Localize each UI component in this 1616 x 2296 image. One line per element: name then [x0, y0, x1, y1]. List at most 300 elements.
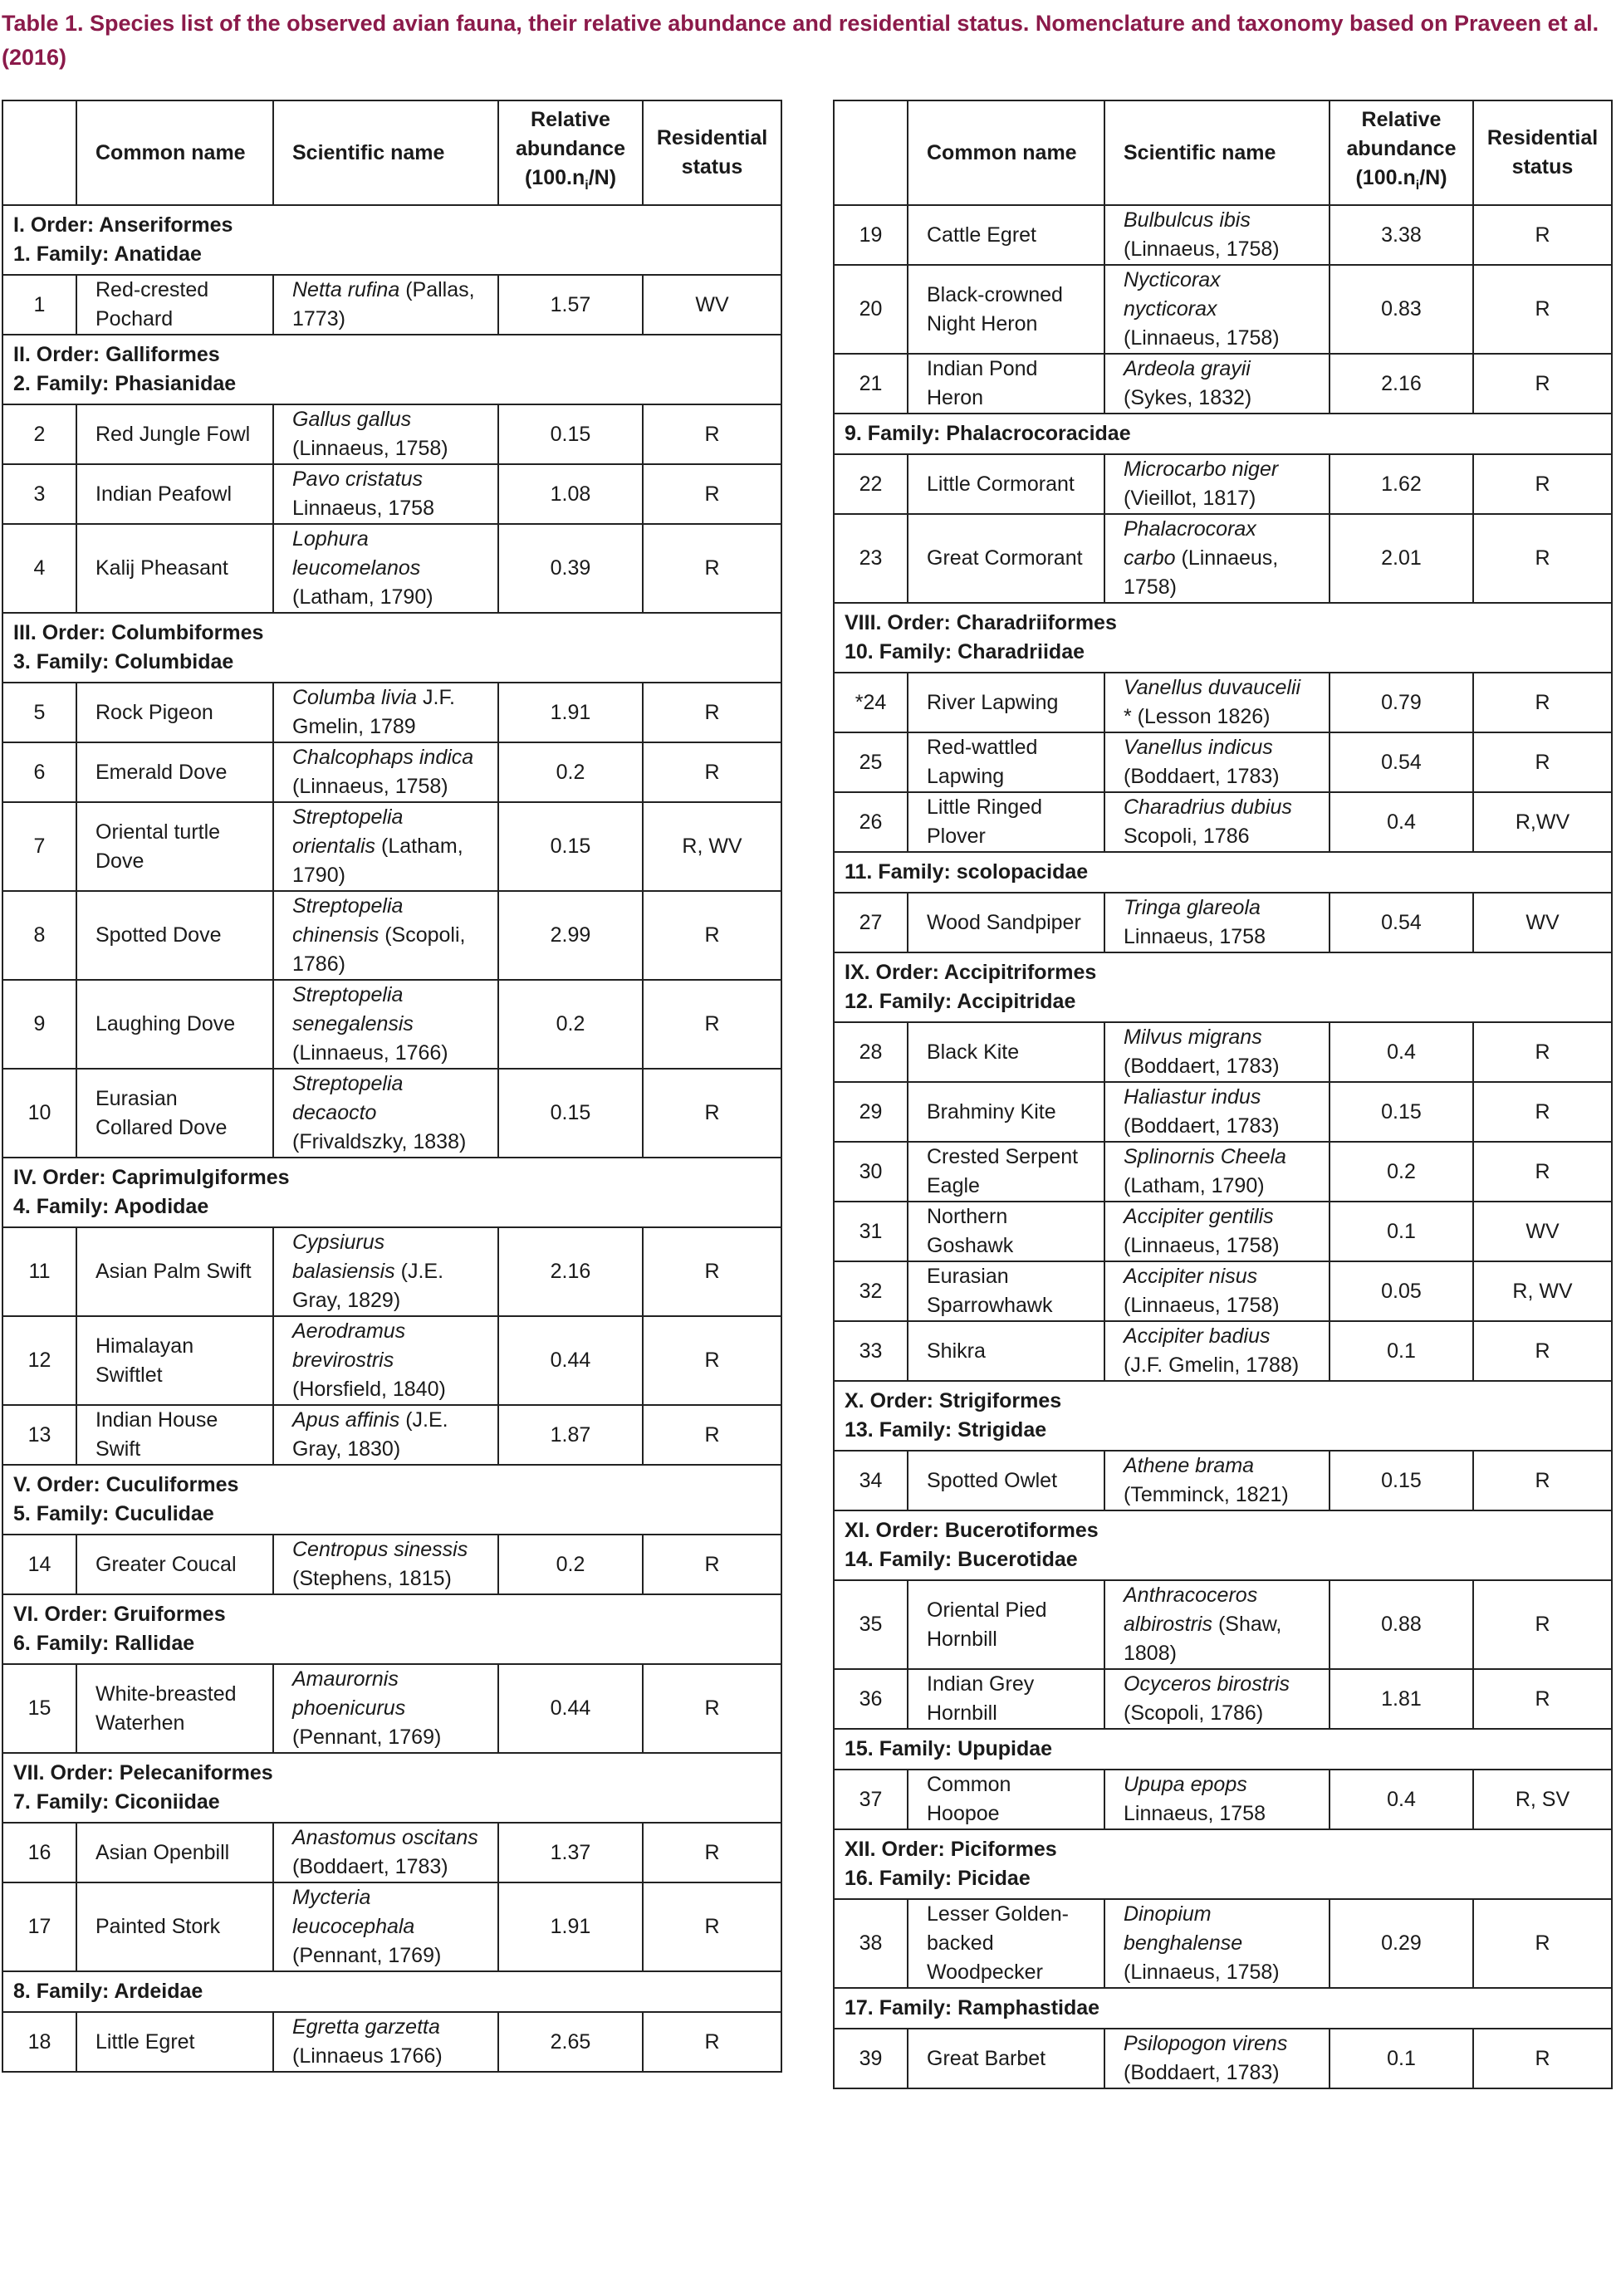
relative-abundance: 0.54 — [1330, 893, 1473, 952]
scientific-authority: (Linnaeus, 1758) — [1124, 1294, 1280, 1317]
species-row — [834, 732, 1612, 792]
species-number: 8 — [2, 891, 76, 980]
scientific-binomial: Tringa glareola — [1124, 896, 1261, 919]
taxon-group-row — [834, 952, 1612, 1022]
taxon-group-row — [2, 613, 781, 683]
relative-abundance: 0.15 — [1330, 1082, 1473, 1142]
taxon-group-row — [834, 1729, 1612, 1770]
residential-status: R — [1473, 1899, 1612, 1988]
common-name: Emerald Dove — [76, 742, 273, 802]
scientific-binomial: Microcarbo niger — [1124, 458, 1279, 481]
scientific-name — [273, 404, 498, 464]
scientific-authority: (Boddaert, 1783) — [1124, 765, 1280, 788]
species-row — [2, 1227, 781, 1316]
header-row — [834, 100, 1612, 205]
species-number: 11 — [2, 1227, 76, 1316]
residential-status: WV — [643, 275, 781, 335]
species-number: 20 — [834, 265, 908, 354]
scientific-name — [273, 524, 498, 613]
species-number: 28 — [834, 1022, 908, 1082]
taxon-group-heading — [834, 414, 1612, 454]
scientific-name — [273, 742, 498, 802]
table-caption: Table 1. Species list of the observed avian fauna, their relative abundance and residential status. Nomenclature and taxonomy based on Praveen et al. (2016) — [2, 11, 1599, 70]
scientific-authority: (Stephens, 1815) — [292, 1567, 452, 1590]
scientific-authority: (Linnaeus, 1758) — [292, 437, 448, 460]
scientific-name — [1104, 1580, 1330, 1669]
common-name: Red Jungle Fowl — [76, 404, 273, 464]
residential-status: R, WV — [1473, 1261, 1612, 1321]
taxon-group-row — [834, 1381, 1612, 1451]
relative-abundance: 1.57 — [498, 275, 643, 335]
taxon-group-row — [834, 1988, 1612, 2029]
taxon-group-heading — [834, 1381, 1612, 1451]
residential-status: WV — [1473, 1202, 1612, 1261]
residential-status: R — [643, 1823, 781, 1882]
header-common-name: Common name — [908, 100, 1104, 205]
species-row — [2, 1664, 781, 1753]
residential-status: R — [1473, 673, 1612, 732]
scientific-authority: (Sykes, 1832) — [1124, 386, 1252, 409]
common-name: Oriental Pied Hornbill — [908, 1580, 1104, 1669]
relative-abundance: 1.91 — [498, 683, 643, 742]
residential-status: R — [643, 742, 781, 802]
scientific-name — [1104, 1261, 1330, 1321]
species-number: 12 — [2, 1316, 76, 1405]
species-table-right — [833, 100, 1613, 2089]
residential-status: R — [1473, 265, 1612, 354]
scientific-authority: Linnaeus, 1758 — [1124, 925, 1266, 948]
scientific-binomial: Accipiter badius — [1124, 1324, 1271, 1348]
taxon-group-heading — [2, 205, 781, 275]
residential-status: R — [1473, 354, 1612, 414]
residential-status: R, SV — [1473, 1770, 1612, 1829]
common-name: Common Hoopoe — [908, 1770, 1104, 1829]
taxon-heading-line: XII. Order: Piciformes — [845, 1838, 1057, 1861]
species-number: 13 — [2, 1405, 76, 1465]
species-number: *24 — [834, 673, 908, 732]
species-row — [2, 1823, 781, 1882]
species-row — [2, 524, 781, 613]
common-name: Himalayan Swiftlet — [76, 1316, 273, 1405]
species-number: 23 — [834, 514, 908, 603]
scientific-authority: (Vieillot, 1817) — [1124, 487, 1256, 510]
species-number: 35 — [834, 1580, 908, 1669]
species-number: 27 — [834, 893, 908, 952]
scientific-authority: (Linnaeus, 1758) — [1124, 326, 1280, 350]
scientific-binomial: Bulbulcus ibis — [1124, 208, 1251, 232]
scientific-authority: (Pennant, 1769) — [292, 1944, 442, 1967]
scientific-name — [1104, 732, 1330, 792]
species-row — [834, 2029, 1612, 2088]
relative-abundance: 0.2 — [498, 1535, 643, 1594]
species-row — [2, 802, 781, 891]
residential-status: R — [643, 1405, 781, 1465]
scientific-binomial: Milvus migrans — [1124, 1026, 1262, 1049]
residential-status: R — [1473, 514, 1612, 603]
common-name: Laughing Dove — [76, 980, 273, 1069]
residential-status: R — [643, 980, 781, 1069]
relative-abundance: 1.62 — [1330, 454, 1473, 514]
scientific-name — [1104, 893, 1330, 952]
scientific-binomial: Upupa epops — [1124, 1773, 1247, 1796]
residential-status: R — [1473, 1082, 1612, 1142]
scientific-binomial: Anthracoceros albirostris — [1124, 1584, 1258, 1636]
header-common-name: Common name — [76, 100, 273, 205]
taxon-group-heading — [2, 1594, 781, 1664]
taxon-group-row — [2, 1465, 781, 1535]
scientific-binomial: Streptopelia senegalensis — [292, 983, 414, 1035]
taxon-heading-line: VIII. Order: Charadriiformes — [845, 611, 1117, 634]
taxon-heading-line: 10. Family: Charadriidae — [845, 640, 1085, 663]
common-name: Shikra — [908, 1321, 1104, 1381]
species-number: 38 — [834, 1899, 908, 1988]
residential-status: R — [643, 1316, 781, 1405]
taxon-heading-line: 13. Family: Strigidae — [845, 1418, 1047, 1442]
header-row — [2, 100, 781, 205]
scientific-name — [1104, 265, 1330, 354]
residential-status: R — [643, 1882, 781, 1971]
species-number: 17 — [2, 1882, 76, 1971]
scientific-binomial: Psilopogon virens — [1124, 2032, 1288, 2055]
scientific-binomial: Vanellus indicus — [1124, 736, 1273, 759]
scientific-authority: (Latham, 1790) — [292, 585, 433, 609]
common-name: Red-crested Pochard — [76, 275, 273, 335]
scientific-binomial: Amaurornis phoenicurus — [292, 1667, 406, 1720]
scientific-authority: (Linnaeus, 1758) — [292, 775, 448, 798]
taxon-group-heading — [834, 1988, 1612, 2029]
scientific-binomial: Dinopium benghalense — [1124, 1902, 1243, 1955]
species-number: 34 — [834, 1451, 908, 1510]
scientific-binomial: Columba livia — [292, 686, 418, 709]
common-name: Indian Grey Hornbill — [908, 1669, 1104, 1729]
scientific-name — [273, 980, 498, 1069]
species-number: 15 — [2, 1664, 76, 1753]
scientific-binomial: Charadrius dubius — [1124, 796, 1292, 819]
relative-abundance: 0.88 — [1330, 1580, 1473, 1669]
scientific-name — [273, 891, 498, 980]
taxon-heading-line: 16. Family: Picidae — [845, 1867, 1031, 1890]
taxon-group-heading — [834, 1510, 1612, 1580]
scientific-name — [273, 275, 498, 335]
relative-abundance: 1.37 — [498, 1823, 643, 1882]
common-name: Black Kite — [908, 1022, 1104, 1082]
scientific-authority: (Boddaert, 1783) — [1124, 2061, 1280, 2084]
scientific-name — [1104, 1142, 1330, 1202]
common-name: Kalij Pheasant — [76, 524, 273, 613]
taxon-heading-line: 1. Family: Anatidae — [13, 242, 202, 266]
species-row — [2, 1882, 781, 1971]
taxon-heading-line: III. Order: Columbiformes — [13, 621, 264, 644]
residential-status: R — [643, 1227, 781, 1316]
scientific-binomial: Anastomus oscitans — [292, 1826, 478, 1849]
common-name: Lesser Golden-backed Woodpecker — [908, 1899, 1104, 1988]
residential-status: R — [643, 1069, 781, 1158]
taxon-group-row — [2, 1971, 781, 2012]
species-number: 9 — [2, 980, 76, 1069]
residential-status: R — [1473, 205, 1612, 265]
relative-abundance: 0.54 — [1330, 732, 1473, 792]
common-name: Oriental turtle Dove — [76, 802, 273, 891]
common-name: River Lapwing — [908, 673, 1104, 732]
relative-abundance: 2.16 — [498, 1227, 643, 1316]
taxon-heading-line: V. Order: Cuculiformes — [13, 1473, 239, 1496]
scientific-binomial: Egretta garzetta — [292, 2015, 440, 2039]
species-row — [2, 980, 781, 1069]
species-number: 2 — [2, 404, 76, 464]
species-row — [834, 354, 1612, 414]
relative-abundance: 0.39 — [498, 524, 643, 613]
common-name: Indian Peafowl — [76, 464, 273, 524]
species-row — [834, 205, 1612, 265]
scientific-authority: (Latham, 1790) — [292, 835, 463, 887]
scientific-authority: (Scopoli, 1786) — [1124, 1701, 1264, 1725]
common-name: Little Cormorant — [908, 454, 1104, 514]
scientific-name — [1104, 205, 1330, 265]
species-number: 3 — [2, 464, 76, 524]
common-name: Great Barbet — [908, 2029, 1104, 2088]
scientific-name — [1104, 1202, 1330, 1261]
species-number: 36 — [834, 1669, 908, 1729]
common-name: Little Egret — [76, 2012, 273, 2072]
scientific-name — [1104, 2029, 1330, 2088]
scientific-binomial: Ocyceros birostris — [1124, 1672, 1290, 1696]
species-number: 10 — [2, 1069, 76, 1158]
taxon-group-row — [834, 1829, 1612, 1899]
common-name: Indian Pond Heron — [908, 354, 1104, 414]
scientific-binomial: Gallus gallus — [292, 408, 412, 431]
relative-abundance: 2.65 — [498, 2012, 643, 2072]
taxon-heading-line: VII. Order: Pelecaniformes — [13, 1761, 273, 1784]
scientific-authority: * (Lesson 1826) — [1124, 705, 1271, 728]
scientific-name — [273, 1664, 498, 1753]
taxon-group-heading — [2, 1158, 781, 1227]
species-row — [834, 1202, 1612, 1261]
relative-abundance: 0.15 — [1330, 1451, 1473, 1510]
residential-status: R — [1473, 1580, 1612, 1669]
scientific-authority: (Linnaeus 1766) — [292, 2044, 443, 2068]
scientific-name — [1104, 1082, 1330, 1142]
common-name: Red-wattled Lapwing — [908, 732, 1104, 792]
common-name: Great Cormorant — [908, 514, 1104, 603]
species-row — [2, 404, 781, 464]
taxon-heading-line: X. Order: Strigiformes — [845, 1389, 1062, 1412]
scientific-authority: (Pallas, 1773) — [292, 278, 475, 330]
residential-status: R — [1473, 1321, 1612, 1381]
scientific-authority: (Horsfield, 1840) — [292, 1378, 446, 1401]
scientific-name — [1104, 1451, 1330, 1510]
species-row — [2, 1405, 781, 1465]
scientific-binomial: Athene brama — [1124, 1454, 1255, 1477]
scientific-authority: (Linnaeus, 1758) — [1124, 237, 1280, 261]
scientific-authority: (J.E. Gray, 1829) — [292, 1260, 444, 1312]
common-name: Black-crowned Night Heron — [908, 265, 1104, 354]
residential-status: R — [1473, 1022, 1612, 1082]
relative-abundance: 1.08 — [498, 464, 643, 524]
residential-status: R — [643, 683, 781, 742]
scientific-name — [1104, 354, 1330, 414]
taxon-heading-line: 7. Family: Ciconiidae — [13, 1790, 220, 1814]
scientific-authority: (Frivaldszky, 1838) — [292, 1130, 467, 1153]
species-row — [834, 454, 1612, 514]
common-name: Eurasian Collared Dove — [76, 1069, 273, 1158]
common-name: Rock Pigeon — [76, 683, 273, 742]
species-number: 21 — [834, 354, 908, 414]
species-row — [2, 891, 781, 980]
scientific-binomial: Vanellus duvaucelii — [1124, 676, 1301, 699]
taxon-heading-line: IV. Order: Caprimulgiformes — [13, 1166, 290, 1189]
species-number: 37 — [834, 1770, 908, 1829]
relative-abundance: 2.99 — [498, 891, 643, 980]
species-row — [834, 792, 1612, 852]
relative-abundance: 0.4 — [1330, 1770, 1473, 1829]
taxon-heading-line: 8. Family: Ardeidae — [13, 1980, 203, 2003]
relative-abundance: 0.79 — [1330, 673, 1473, 732]
species-row — [834, 1261, 1612, 1321]
taxon-group-heading — [2, 1753, 781, 1823]
species-number: 1 — [2, 275, 76, 335]
scientific-binomial: Cypsiurus balasiensis — [292, 1231, 395, 1283]
relative-abundance: 0.1 — [1330, 2029, 1473, 2088]
scientific-binomial: Aerodramus brevirostris — [292, 1319, 406, 1372]
species-row — [2, 275, 781, 335]
species-row — [834, 673, 1612, 732]
header-residential-status: Residential status — [643, 100, 781, 205]
relative-abundance: 0.2 — [498, 742, 643, 802]
scientific-authority: (Linnaeus, 1766) — [292, 1041, 448, 1065]
species-row — [834, 1770, 1612, 1829]
scientific-binomial: Pavo cristatus — [292, 468, 424, 491]
species-row — [834, 1142, 1612, 1202]
common-name: Asian Palm Swift — [76, 1227, 273, 1316]
taxon-heading-line: IX. Order: Accipitriformes — [845, 961, 1097, 984]
common-name: Indian House Swift — [76, 1405, 273, 1465]
relative-abundance: 0.2 — [1330, 1142, 1473, 1202]
residential-status: R — [643, 2012, 781, 2072]
species-row — [2, 742, 781, 802]
relative-abundance: 1.91 — [498, 1882, 643, 1971]
species-number: 22 — [834, 454, 908, 514]
scientific-authority: (Pennant, 1769) — [292, 1726, 442, 1749]
header-scientific-name: Scientific name — [1104, 100, 1330, 205]
relative-abundance: 0.15 — [498, 404, 643, 464]
scientific-authority: Scopoli, 1786 — [1124, 825, 1250, 848]
scientific-name — [273, 683, 498, 742]
taxon-group-heading — [834, 1829, 1612, 1899]
scientific-name — [273, 1405, 498, 1465]
species-row — [834, 514, 1612, 603]
taxon-heading-line: 17. Family: Ramphastidae — [845, 1996, 1100, 2019]
scientific-name — [273, 1069, 498, 1158]
scientific-name — [1104, 1770, 1330, 1829]
relative-abundance: 0.44 — [498, 1664, 643, 1753]
scientific-name — [273, 1535, 498, 1594]
species-row — [2, 683, 781, 742]
residential-status: WV — [1473, 893, 1612, 952]
scientific-name — [273, 1227, 498, 1316]
residential-status: R — [1473, 2029, 1612, 2088]
header-residential-status: Residential status — [1473, 100, 1612, 205]
species-number: 30 — [834, 1142, 908, 1202]
species-row — [834, 1899, 1612, 1988]
scientific-name — [273, 1316, 498, 1405]
taxon-group-row — [2, 335, 781, 404]
taxon-group-heading — [2, 613, 781, 683]
species-number: 26 — [834, 792, 908, 852]
taxon-group-heading — [2, 1971, 781, 2012]
common-name: Painted Stork — [76, 1882, 273, 1971]
residential-status: R — [643, 524, 781, 613]
residential-status: R,WV — [1473, 792, 1612, 852]
species-number: 14 — [2, 1535, 76, 1594]
scientific-name — [1104, 1899, 1330, 1988]
scientific-binomial: Mycteria leucocephala — [292, 1886, 415, 1938]
scientific-binomial: Streptopelia orientalis — [292, 805, 404, 858]
residential-status: R — [1473, 732, 1612, 792]
scientific-name — [1104, 673, 1330, 732]
scientific-binomial: Streptopelia chinensis — [292, 894, 404, 947]
relative-abundance: 1.81 — [1330, 1669, 1473, 1729]
taxon-group-row — [834, 603, 1612, 673]
species-row — [834, 1669, 1612, 1729]
relative-abundance: 0.1 — [1330, 1321, 1473, 1381]
scientific-binomial: Netta rufina — [292, 278, 400, 301]
species-number: 16 — [2, 1823, 76, 1882]
species-table-left — [2, 100, 782, 2073]
scientific-name — [273, 802, 498, 891]
taxon-group-heading — [834, 852, 1612, 893]
taxon-group-row — [834, 414, 1612, 454]
species-number: 19 — [834, 205, 908, 265]
scientific-authority: (Temminck, 1821) — [1124, 1483, 1289, 1506]
scientific-authority: (Linnaeus, 1758) — [1124, 546, 1279, 599]
common-name: Eurasian Sparrowhawk — [908, 1261, 1104, 1321]
relative-abundance: 3.38 — [1330, 205, 1473, 265]
taxon-group-row — [2, 1753, 781, 1823]
scientific-authority: (J.F. Gmelin, 1788) — [1124, 1354, 1300, 1377]
relative-abundance: 0.1 — [1330, 1202, 1473, 1261]
residential-status: R — [1473, 1142, 1612, 1202]
relative-abundance: 2.01 — [1330, 514, 1473, 603]
relative-abundance: 0.15 — [498, 802, 643, 891]
taxon-group-heading — [834, 952, 1612, 1022]
taxon-group-heading — [834, 1729, 1612, 1770]
residential-status: R, WV — [643, 802, 781, 891]
scientific-binomial: Splinornis Cheela — [1124, 1145, 1286, 1168]
species-row — [2, 464, 781, 524]
taxon-heading-line: 3. Family: Columbidae — [13, 650, 234, 673]
scientific-authority: Linnaeus, 1758 — [1124, 1802, 1266, 1825]
scientific-authority: (Scopoli, 1786) — [292, 923, 466, 976]
taxon-group-row — [2, 1594, 781, 1664]
relative-abundance: 0.15 — [498, 1069, 643, 1158]
taxon-heading-line: 14. Family: Bucerotidae — [845, 1548, 1078, 1571]
species-row — [2, 1316, 781, 1405]
taxon-heading-line: 2. Family: Phasianidae — [13, 372, 237, 395]
header-num — [834, 100, 908, 205]
species-number: 5 — [2, 683, 76, 742]
scientific-binomial: Lophura leucomelanos — [292, 527, 421, 580]
common-name: Little Ringed Plover — [908, 792, 1104, 852]
relative-abundance: 0.2 — [498, 980, 643, 1069]
species-number: 29 — [834, 1082, 908, 1142]
scientific-binomial: Chalcophaps indica — [292, 746, 474, 769]
scientific-name — [1104, 792, 1330, 852]
scientific-name — [1104, 1321, 1330, 1381]
relative-abundance: 2.16 — [1330, 354, 1473, 414]
scientific-binomial: Apus affinis — [292, 1408, 400, 1432]
header-relative-abundance: Relative abundance $(100.n_i/N)$ — [1330, 100, 1473, 205]
species-number: 25 — [834, 732, 908, 792]
